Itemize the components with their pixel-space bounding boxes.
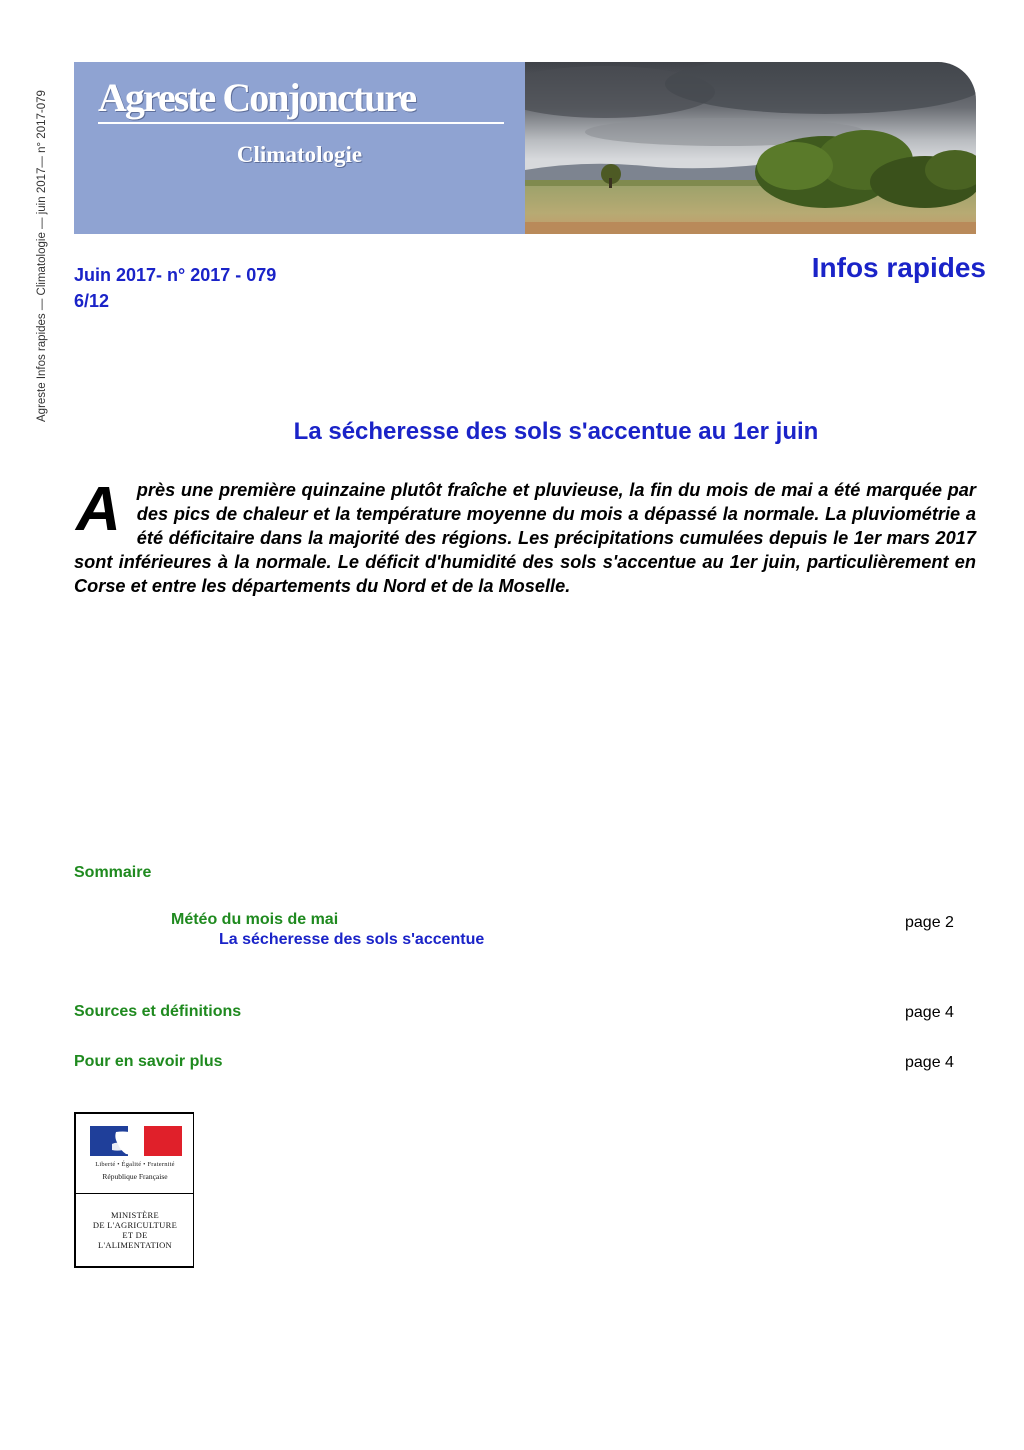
toc-page-number: page 4 (905, 1054, 954, 1071)
logo-ministry-name (78, 1210, 192, 1250)
lead-paragraph (74, 475, 976, 598)
series-label: Infos rapides (811, 252, 986, 283)
ministry-line: L'ALIMENTATION (98, 1240, 172, 1250)
issue-page: 6/12 (74, 291, 110, 311)
ministry-line: DE L'AGRICULTURE (92, 1220, 178, 1230)
banner-subtitle: Climatologie (236, 142, 363, 167)
ministry-line: ET DE (122, 1230, 148, 1240)
header-banner (74, 62, 976, 234)
toc-page-number: page 2 (905, 914, 954, 931)
toc-item-savoir-plus[interactable]: Pour en savoir plus (74, 1053, 223, 1070)
issue-info (74, 262, 276, 314)
ministry-line: MINISTÈRE (110, 1210, 160, 1220)
issue-number: Juin 2017- n° 2017 - 079 (74, 265, 277, 285)
landscape-photo-icon (525, 62, 976, 234)
page-title: La sécheresse des sols s'accentue au 1er juin (293, 418, 819, 445)
vertical-series-label: Agreste Infos rapides — Climatologie — juin 2017— n° 2017-079 (36, 90, 48, 422)
banner-title-panel (74, 62, 525, 234)
toc-subitem-secheresse[interactable]: La sécheresse des sols s'accentue (219, 931, 485, 948)
logo-divider (76, 1193, 194, 1194)
brand-title: Agreste Conjoncture (98, 75, 416, 120)
marianne-logo-icon (90, 1126, 182, 1158)
logo-republic: République Française (102, 1172, 168, 1181)
toc-page-number: page 4 (905, 1004, 954, 1021)
brand-underline (98, 122, 504, 124)
lead-text: près une première quinzaine plutôt fraîche et pluvieuse, la fin du mois de mai a été marquée par des pics de chaleur et la température moyenne du mois a dépassé la normale. La pluviométrie a été déficitaire dans la majorité des régions. Les précipitations cumulées depuis le 1er mars 2017 sont inférieures à la normale. Le déficit d'humidité des sols s'accentue au 1er juin, particulièrement en Corse et entre les départements du Nord et de la Moselle. (74, 480, 976, 596)
toc-item-sources[interactable]: Sources et définitions (74, 1003, 242, 1020)
toc-title: Sommaire (74, 864, 152, 881)
dropcap: A (76, 475, 121, 544)
toc-item-meteo[interactable]: Météo du mois de mai (171, 911, 339, 928)
logo-motto: Liberté • Égalité • Fraternité (95, 1161, 175, 1168)
ministry-logo (74, 1112, 194, 1268)
